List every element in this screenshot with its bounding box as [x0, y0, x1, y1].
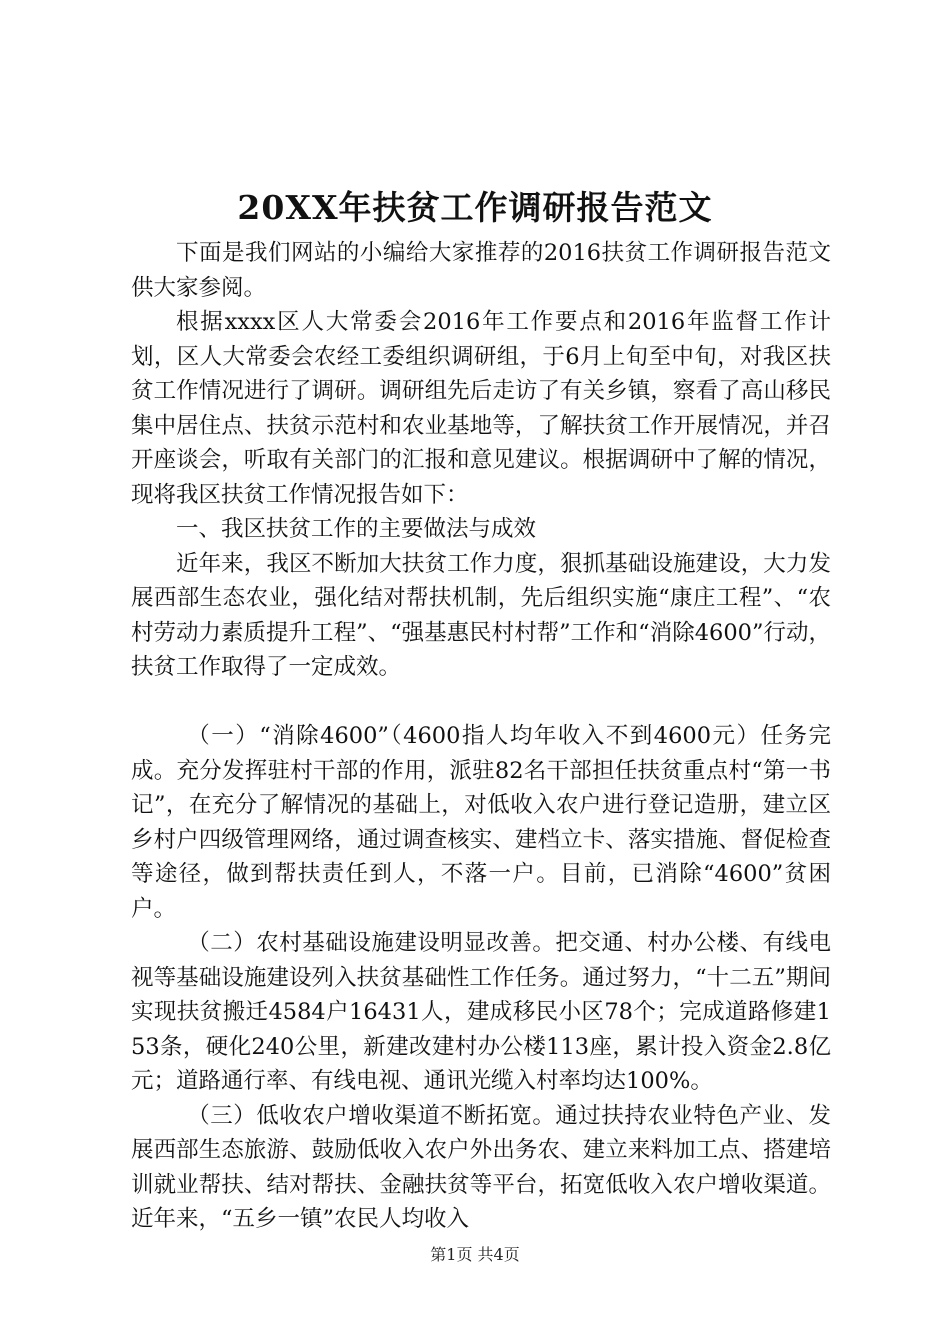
paragraph-item-1: （一）“消除4600”（4600指人均年收入不到4600元）任务完成。充分发挥驻村干部的作用，派驻82名干部担任扶贫重点村“第一书记”，在充分了解情况的基础上，对低收入农户进行登记造册，建立区乡村户四级管理网络，通过调查核实、建档立卡、落实措施、督促检查等途径，做到帮扶责任到人，不落一户。目前，已消除“4600”贫困户。 — [131, 723, 831, 922]
section-heading: 一、我区扶贫工作的主要做法与成效 — [176, 516, 537, 542]
paragraph-item-3: （三）低收农户增收渠道不断拓宽。通过扶持农业特色产业、发展西部生态旅游、鼓励低收入农户外出务农、建立来料加工点、搭建培训就业帮扶、结对帮扶、金融扶贫等平台，拓宽低收入农户增收渠道。近年来，“五乡一镇”农民人均收入 — [131, 1102, 831, 1232]
page-number-footer: 第1页 共4页 — [430, 1245, 520, 1264]
document-title: 20XX年扶贫工作调研报告范文 — [237, 188, 713, 227]
document-body — [131, 236, 831, 1237]
paragraph-item-2: （二）农村基础设施建设明显改善。把交通、村办公楼、有线电视等基础设施建设列入扶贫基础性工作任务。通过努力，“十二五”期间实现扶贫搬迁4584户16431人，建成移民小区78个；完成道路修建153条，硬化240公里，新建改建村办公楼113座，累计投入资金2.8亿元；道路通行率、有线电视、通讯光缆入村率均达100%。 — [131, 930, 831, 1094]
paragraph-overview: 近年来，我区不断加大扶贫工作力度，狠抓基础设施建设，大力发展西部生态农业，强化结对帮扶机制，先后组织实施“康庄工程”、“农村劳动力素质提升工程”、“强基惠民村村帮”工作和“消除4600”行动，扶贫工作取得了一定成效。 — [131, 550, 831, 680]
paragraph-intro: 下面是我们网站的小编给大家推荐的2016扶贫工作调研报告范文供大家参阅。 — [131, 240, 831, 301]
paragraph-background: 根据xxxx区人大常委会2016年工作要点和2016年监督工作计划，区人大常委会农经工委组织调研组，于6月上旬至中旬，对我区扶贫工作情况进行了调研。调研组先后走访了有关乡镇，察看了高山移民集中居住点、扶贫示范村和农业基地等，了解扶贫工作开展情况，并召开座谈会，听取有关部门的汇报和意见建议。根据调研中了解的情况，现将我区扶贫工作情况报告如下： — [131, 309, 831, 508]
